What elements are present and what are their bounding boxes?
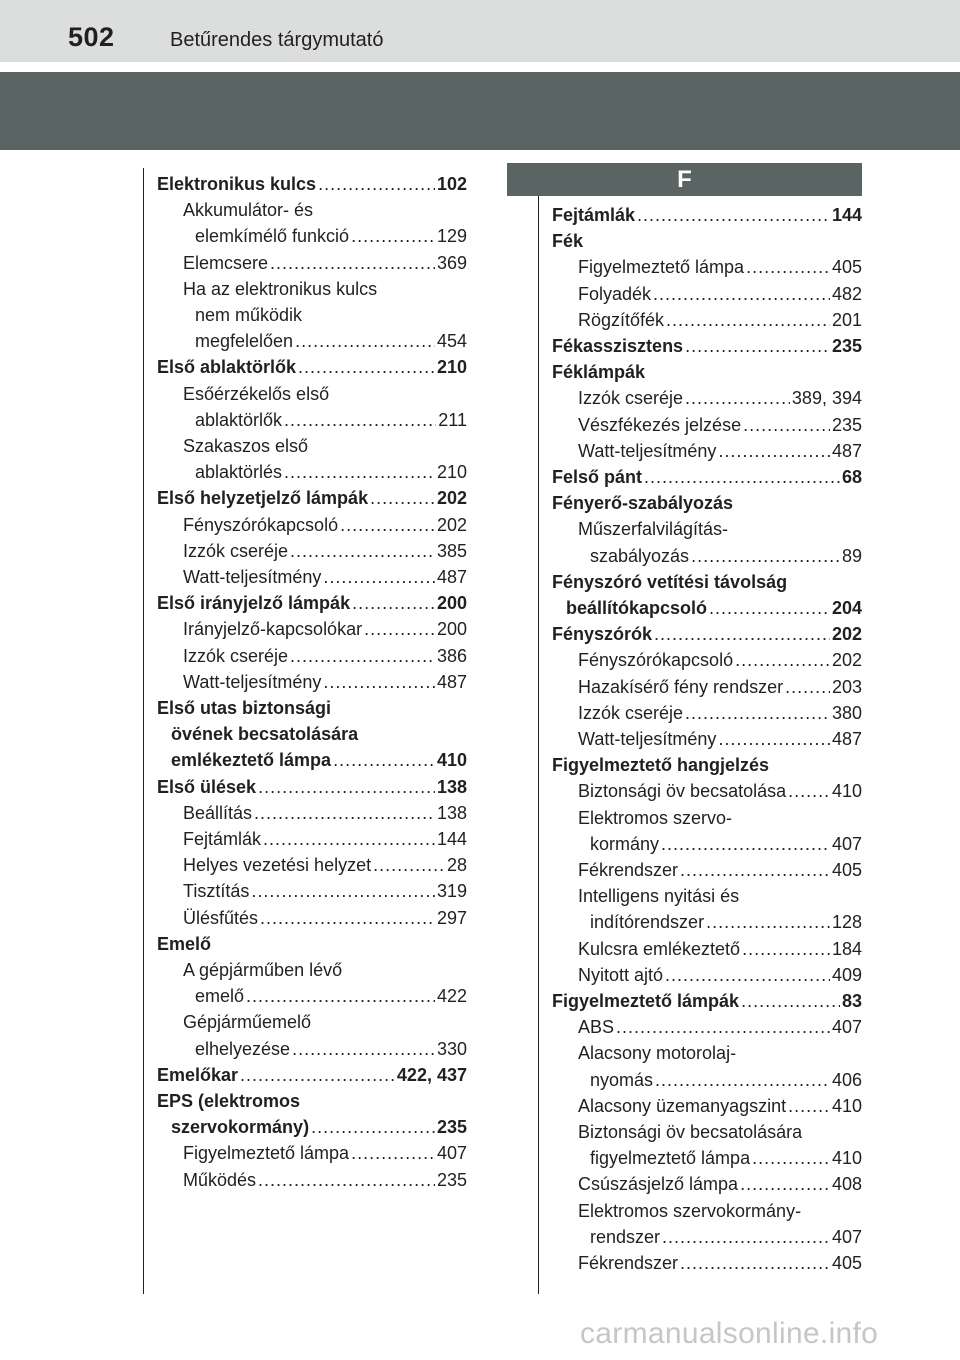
dot-leader <box>311 1117 435 1138</box>
dot-leader <box>740 1174 830 1195</box>
entry-term: Ülésfűtés <box>183 907 259 928</box>
entry-page-number: 204 <box>831 598 862 618</box>
dot-leader <box>654 624 830 645</box>
entry-page-number: 102 <box>436 174 467 194</box>
entry-term: Alacsony motorolaj- <box>578 1043 737 1064</box>
entry-term: Műszerfalvilágítás- <box>578 519 729 540</box>
entry-term: kormány <box>590 833 660 854</box>
dot-leader <box>323 672 435 693</box>
entry-term: Akkumulátor- és <box>183 200 314 221</box>
dot-leader <box>351 1143 435 1164</box>
dot-leader <box>709 598 830 619</box>
left-index-entry <box>157 248 467 274</box>
right-index-entry <box>552 1091 862 1117</box>
entry-page-number: 184 <box>831 938 862 959</box>
dot-leader <box>258 777 435 798</box>
dot-leader <box>685 388 790 409</box>
right-index-entry <box>552 750 862 776</box>
left-column-rule <box>143 168 144 1294</box>
dot-leader <box>655 1070 830 1091</box>
dot-leader <box>666 310 830 331</box>
left-index-entry <box>157 667 467 693</box>
left-index-entry <box>157 1138 467 1164</box>
entry-term: Kulcsra emlékeztető <box>578 938 741 959</box>
entry-term: Biztonsági öv becsatolására <box>578 1122 803 1142</box>
dot-leader <box>292 1039 435 1060</box>
entry-page-number: 202 <box>436 488 467 509</box>
right-index-entry <box>552 1196 862 1222</box>
entry-term: Watt-teljesítmény <box>578 729 717 749</box>
entry-page-number: 454 <box>436 331 467 352</box>
entry-page-number: 203 <box>831 676 862 697</box>
dot-leader <box>352 593 435 614</box>
left-index-entry <box>157 981 467 1007</box>
entry-term: Intelligens nyitási és <box>578 886 740 907</box>
dot-leader <box>318 174 435 195</box>
right-index-entry <box>552 829 862 855</box>
dot-leader <box>735 650 830 671</box>
entry-term: Watt-teljesítmény <box>183 671 322 692</box>
entry-page-number: 138 <box>436 802 467 823</box>
left-index-entry <box>157 745 467 771</box>
entry-term: Izzók cseréje <box>183 645 289 666</box>
entry-page-number: 235 <box>831 336 862 356</box>
entry-term: Izzók cseréje <box>578 702 684 723</box>
dot-leader <box>785 677 830 698</box>
entry-term: ablaktörlés <box>195 462 283 483</box>
right-index-entry <box>552 279 862 305</box>
entry-term: Elektromos szervokormány- <box>578 1200 802 1221</box>
entry-page-number: 410 <box>831 1148 862 1169</box>
entry-term: nyomás <box>590 1069 654 1090</box>
entry-page-number: 487 <box>831 440 862 461</box>
entry-page-number: 138 <box>436 776 467 797</box>
entry-term: Beállítás <box>183 802 253 823</box>
right-index-entry <box>552 776 862 802</box>
dot-leader <box>637 205 830 226</box>
right-index-entry <box>552 1117 862 1143</box>
dot-leader <box>788 781 830 802</box>
decorative-band <box>0 72 960 150</box>
dot-leader <box>251 881 435 902</box>
right-index-entry <box>552 357 862 383</box>
dot-leader <box>706 912 830 933</box>
entry-page-number: 210 <box>436 357 467 378</box>
entry-page-number: 407 <box>831 1226 862 1247</box>
entry-term: Szakaszos első <box>183 436 309 456</box>
entry-term: Első helyzetjelző lámpák <box>157 488 369 509</box>
entry-term: Figyelmeztető lámpa <box>183 1143 350 1164</box>
right-index-entry <box>552 986 862 1012</box>
left-index-entry <box>157 379 467 405</box>
left-index-entry <box>157 955 467 981</box>
dot-leader <box>662 1227 830 1248</box>
left-index-entry <box>157 1060 467 1086</box>
dot-leader <box>270 253 435 274</box>
right-index-entry <box>552 1065 862 1091</box>
right-index-entry <box>552 488 862 514</box>
entry-term: Első irányjelző lámpák <box>157 593 351 614</box>
entry-term: Watt-teljesítmény <box>183 567 322 587</box>
dot-leader <box>258 1170 435 1191</box>
left-index-entry <box>157 614 467 640</box>
dot-leader <box>680 860 830 881</box>
page-header <box>0 0 960 62</box>
dot-leader <box>290 646 435 667</box>
entry-term: ABS <box>578 1017 615 1038</box>
left-index-entry <box>157 588 467 614</box>
dot-leader <box>284 462 435 483</box>
dot-leader <box>746 257 830 278</box>
entry-page-number: 389, 394 <box>791 388 862 409</box>
entry-term: Hazakísérő fény rendszer <box>578 676 784 697</box>
entry-term: Fényerő-szabályozás <box>552 493 734 514</box>
left-index-entry <box>157 326 467 352</box>
entry-page-number: 408 <box>831 1174 862 1195</box>
entry-term: EPS (elektromos <box>157 1091 301 1111</box>
entry-term: Működés <box>183 1169 257 1190</box>
left-index-entry <box>157 772 467 798</box>
page-number: 502 <box>68 22 115 52</box>
entry-page-number: 422 <box>436 986 467 1007</box>
dot-leader <box>741 991 840 1012</box>
entry-page-number: 319 <box>436 881 467 902</box>
left-index-entry <box>157 876 467 902</box>
entry-term: Első ablaktörlők <box>157 357 297 378</box>
entry-term: Felső pánt <box>552 467 643 487</box>
entry-page-number: 407 <box>831 1017 862 1038</box>
right-index-entry <box>552 1038 862 1064</box>
entry-term: Watt-teljesítmény <box>578 440 717 461</box>
left-index-entry <box>157 483 467 509</box>
dot-leader <box>333 750 435 771</box>
dot-leader <box>680 1253 830 1274</box>
right-index-entry <box>552 226 862 252</box>
entry-page-number: 202 <box>831 624 862 645</box>
entry-term: Esőérzékelős első <box>183 383 330 404</box>
left-index-entry <box>157 850 467 876</box>
entry-term: Folyadék <box>578 283 652 304</box>
dot-leader <box>691 546 840 567</box>
entry-page-number: 235 <box>436 1117 467 1138</box>
entry-page-number: 210 <box>436 462 467 483</box>
dot-leader <box>685 703 830 724</box>
left-index-entry <box>157 1034 467 1060</box>
entry-term: ablaktörlők <box>195 409 283 430</box>
dot-leader <box>752 1148 830 1169</box>
entry-term: Első ülések <box>157 776 257 797</box>
entry-page-number: 211 <box>438 409 467 430</box>
entry-term: Ha az elektronikus kulcs <box>183 278 378 299</box>
entry-term: Fényszórók <box>552 624 653 645</box>
entry-page-number: 89 <box>841 545 862 566</box>
entry-term: indítórendszer <box>590 912 705 933</box>
entry-term: figyelmeztető lámpa <box>590 1148 751 1169</box>
left-index-entry <box>157 903 467 929</box>
dot-leader <box>364 619 435 640</box>
left-index-entry <box>157 274 467 300</box>
entry-page-number: 200 <box>436 593 467 614</box>
entry-page-number: 482 <box>831 283 862 304</box>
entry-page-number: 407 <box>831 833 862 854</box>
section-letter: F <box>507 163 862 196</box>
entry-page-number: 235 <box>831 414 862 435</box>
right-index-entry <box>552 1248 862 1274</box>
entry-term: Fék <box>552 231 584 252</box>
entry-page-number: 405 <box>831 1253 862 1273</box>
entry-term: Rögzítőfék <box>578 309 665 330</box>
entry-term: Vészfékezés jelzése <box>578 414 742 435</box>
entry-page-number: 487 <box>831 729 862 749</box>
entry-term: Elektromos szervo- <box>578 807 733 828</box>
entry-term: Emelőkar <box>157 1064 239 1085</box>
dot-leader <box>295 331 435 352</box>
right-column-rule <box>538 168 539 1294</box>
entry-term: beállítókapcsoló <box>566 598 708 618</box>
entry-page-number: 405 <box>831 257 862 278</box>
left-index-entry <box>157 221 467 247</box>
dot-leader <box>718 441 830 462</box>
dot-leader <box>718 729 830 750</box>
entry-term: Fényszórókapcsoló <box>578 650 734 671</box>
dot-leader <box>254 803 435 824</box>
right-index-entry <box>552 383 862 409</box>
dot-leader <box>370 488 435 509</box>
dot-leader <box>246 986 435 1007</box>
entry-term: Elektronikus kulcs <box>157 174 317 194</box>
right-index-entry <box>552 672 862 698</box>
entry-page-number: 422, 437 <box>396 1064 467 1085</box>
left-index-entry <box>157 431 467 457</box>
entry-term: Fejtámlák <box>183 829 262 849</box>
entry-term: Fékasszisztens <box>552 336 684 356</box>
entry-term: Féklámpák <box>552 362 646 383</box>
left-index-entry <box>157 169 467 195</box>
dot-leader <box>661 834 830 855</box>
right-index-entry <box>552 907 862 933</box>
right-index-entry <box>552 724 862 750</box>
left-index-entry <box>157 562 467 588</box>
entry-term: Fényszóró vetítési távolság <box>552 571 788 592</box>
dot-leader <box>743 415 830 436</box>
entry-term: Fejtámlák <box>552 205 636 225</box>
dot-leader <box>665 965 830 986</box>
dot-leader <box>298 357 435 378</box>
entry-page-number: 200 <box>436 619 467 640</box>
right-index-entry <box>552 514 862 540</box>
entry-page-number: 410 <box>436 750 467 771</box>
left-index-entry <box>157 1007 467 1033</box>
right-index-entry <box>552 567 862 593</box>
entry-page-number: 68 <box>841 467 862 487</box>
entry-page-number: 83 <box>841 991 862 1011</box>
entry-page-number: 406 <box>831 1069 862 1090</box>
entry-page-number: 487 <box>436 671 467 692</box>
entry-page-number: 405 <box>831 860 862 880</box>
left-index-entry <box>157 1112 467 1138</box>
left-index-entry <box>157 798 467 824</box>
entry-term: Figyelmeztető hangjelzés <box>552 755 770 776</box>
entry-term: Első utas biztonsági <box>157 698 332 718</box>
watermark: carmanualsonline.info <box>580 1317 879 1350</box>
dot-leader <box>260 908 435 929</box>
right-index-entry <box>552 803 862 829</box>
left-index-entry <box>157 929 467 955</box>
entry-page-number: 410 <box>831 781 862 802</box>
entry-term: rendszer <box>590 1226 661 1247</box>
entry-term: elhelyezése <box>195 1038 291 1059</box>
entry-page-number: 380 <box>831 702 862 723</box>
entry-page-number: 128 <box>831 912 862 933</box>
right-index-entry <box>552 331 862 357</box>
entry-page-number: 297 <box>436 907 467 928</box>
entry-term: Figyelmeztető lámpa <box>578 257 745 278</box>
entry-term: Alacsony üzemanyagszint <box>578 1095 787 1116</box>
entry-term: Biztonsági öv becsatolása <box>578 781 787 802</box>
entry-page-number: 202 <box>831 650 862 671</box>
right-index-entry <box>552 436 862 462</box>
dot-leader <box>290 541 435 562</box>
entry-page-number: 201 <box>831 309 862 330</box>
entry-page-number: 385 <box>436 540 467 561</box>
entry-page-number: 330 <box>436 1038 467 1059</box>
right-index-entry <box>552 619 862 645</box>
right-index-entry <box>552 593 862 619</box>
right-index-entry <box>552 698 862 724</box>
dot-leader <box>263 829 435 850</box>
entry-term: Emelő <box>157 933 212 954</box>
left-index-entry <box>157 510 467 536</box>
left-index-entry <box>157 457 467 483</box>
dot-leader <box>323 567 435 588</box>
entry-term: Fékrendszer <box>578 860 679 880</box>
entry-term: Gépjárműemelő <box>183 1012 312 1033</box>
entry-page-number: 235 <box>436 1169 467 1190</box>
entry-term: Irányjelző-kapcsolókar <box>183 619 363 640</box>
entry-term: A gépjárműben lévő <box>183 960 343 980</box>
entry-term: Figyelmeztető lámpák <box>552 991 740 1011</box>
entry-term: Fényszórókapcsoló <box>183 514 339 535</box>
left-index-entry <box>157 693 467 719</box>
right-index-entry <box>552 1012 862 1038</box>
dot-leader <box>373 855 445 876</box>
left-index-entry <box>157 300 467 326</box>
entry-term: Csúszásjelző lámpa <box>578 1174 739 1195</box>
entry-term: Elemcsere <box>183 252 269 273</box>
entry-term: Izzók cseréje <box>578 388 684 409</box>
entry-term: elemkímélő funkció <box>195 226 350 247</box>
entry-page-number: 129 <box>436 226 467 247</box>
entry-term: Nyitott ajtó <box>578 964 664 985</box>
entry-page-number: 386 <box>436 645 467 666</box>
entry-term: szabályozás <box>590 545 690 566</box>
right-index-entry <box>552 855 862 881</box>
right-index-entry <box>552 541 862 567</box>
entry-term: megfelelően <box>195 331 294 352</box>
right-index-entry <box>552 305 862 331</box>
entry-term: Helyes vezetési helyzet <box>183 855 372 876</box>
right-index-entry <box>552 881 862 907</box>
entry-term: nem működik <box>195 305 303 325</box>
left-index-entry <box>157 195 467 221</box>
dot-leader <box>685 336 830 357</box>
dot-leader <box>240 1065 395 1086</box>
left-index-entry <box>157 824 467 850</box>
left-index-entry <box>157 405 467 431</box>
right-index-entry <box>552 1169 862 1195</box>
entry-page-number: 144 <box>831 205 862 225</box>
right-index-entry <box>552 1222 862 1248</box>
entry-term: emelő <box>195 986 245 1007</box>
entry-page-number: 409 <box>831 964 862 985</box>
entry-page-number: 410 <box>831 1095 862 1116</box>
right-index-entry <box>552 200 862 226</box>
section-title: Betűrendes tárgymutató <box>170 29 384 51</box>
entry-term: Izzók cseréje <box>183 540 289 561</box>
right-index-entry <box>552 462 862 488</box>
left-index-entry <box>157 352 467 378</box>
right-index-entry <box>552 252 862 278</box>
entry-page-number: 28 <box>446 855 467 876</box>
left-index-entry <box>157 536 467 562</box>
left-index-entry <box>157 719 467 745</box>
entry-term: Tisztítás <box>183 881 250 902</box>
entry-term: szervokormány) <box>171 1117 310 1138</box>
right-index-entry <box>552 410 862 436</box>
right-index-entry <box>552 960 862 986</box>
dot-leader <box>788 1096 830 1117</box>
entry-term: Fékrendszer <box>578 1253 679 1273</box>
dot-leader <box>616 1017 830 1038</box>
entry-page-number: 407 <box>436 1143 467 1164</box>
entry-term: emlékeztető lámpa <box>171 750 332 771</box>
dot-leader <box>284 410 436 431</box>
left-index-entry <box>157 641 467 667</box>
dot-leader <box>644 467 840 488</box>
entry-term: övének becsatolására <box>171 724 359 745</box>
entry-page-number: 487 <box>436 567 467 587</box>
entry-page-number: 369 <box>436 252 467 273</box>
entry-page-number: 202 <box>436 514 467 535</box>
left-index-entry <box>157 1086 467 1112</box>
left-index-entry <box>157 1165 467 1191</box>
right-index-entry <box>552 934 862 960</box>
dot-leader <box>340 515 435 536</box>
dot-leader <box>742 939 830 960</box>
dot-leader <box>653 284 830 305</box>
entry-page-number: 144 <box>436 829 467 849</box>
dot-leader <box>351 226 435 247</box>
right-index-entry <box>552 1143 862 1169</box>
right-index-entry <box>552 645 862 671</box>
